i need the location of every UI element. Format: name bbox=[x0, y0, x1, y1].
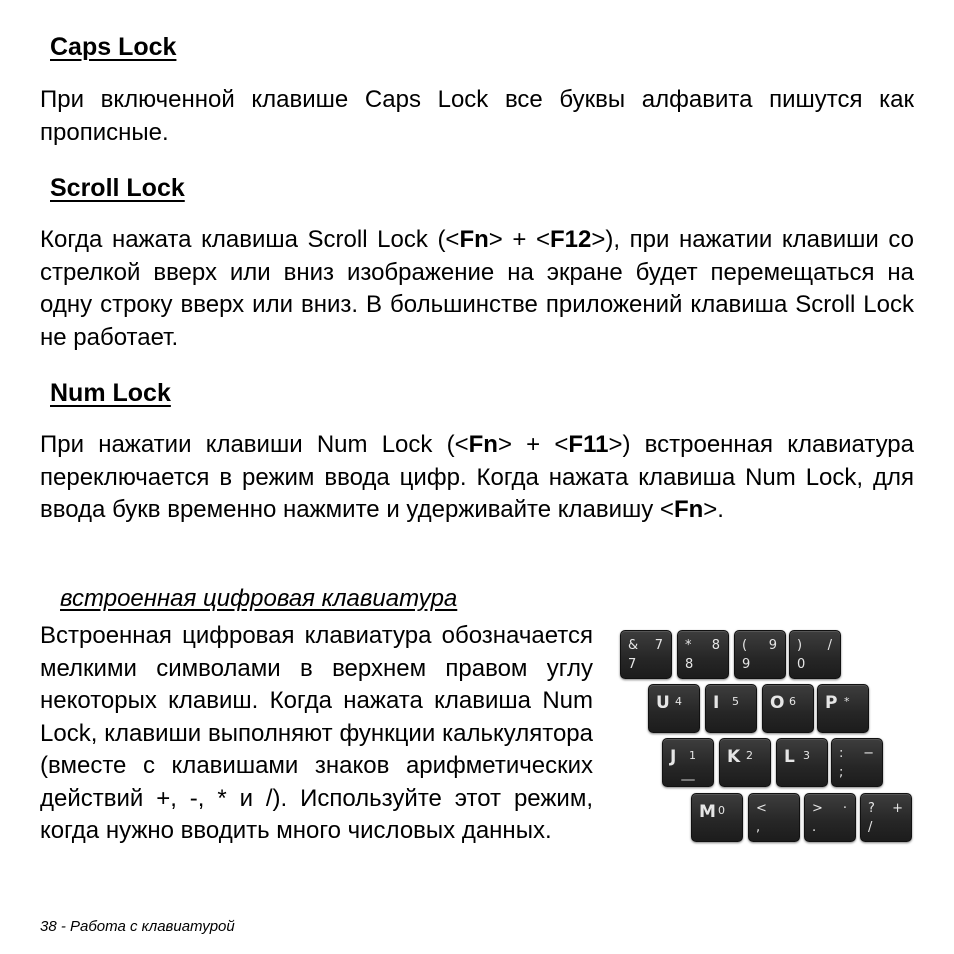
key-7: & 7 7 bbox=[620, 630, 672, 679]
key-8: * 8 8 bbox=[677, 630, 729, 679]
key-0: ) / 0 bbox=[789, 630, 841, 679]
scroll-lock-heading: Scroll Lock bbox=[50, 174, 185, 202]
num-lock-heading: Num Lock bbox=[50, 379, 171, 407]
key-i: I 5 bbox=[705, 684, 757, 733]
keypad-illustration bbox=[618, 628, 918, 843]
key-9: ( 9 9 bbox=[734, 630, 786, 679]
scroll-lock-paragraph: Когда нажата клавиша Scroll Lock (<Fn> + <F12>), при нажатии клавиши со стрелкой вверх или вниз изображение на экране будет перемещаться на одну строку вверх или вниз. В большинстве приложений клавиша Scroll Lock не работает. bbox=[40, 226, 914, 351]
key-k: K 2 bbox=[719, 738, 771, 787]
key-p: P * bbox=[817, 684, 869, 733]
caps-lock-paragraph: При включенной клавише Caps Lock все буквы алфавита пишутся как прописные. bbox=[40, 86, 914, 146]
key-comma: < , bbox=[748, 793, 800, 842]
numeric-keypad-subheading: встроенная цифровая клавиатура bbox=[60, 585, 458, 612]
key-m: M 0 bbox=[691, 793, 743, 842]
key-o: O 6 bbox=[762, 684, 814, 733]
page-footer: 38 - Работа с клавиатурой bbox=[40, 918, 235, 935]
key-period: > · . bbox=[804, 793, 856, 842]
num-lock-paragraph: При нажатии клавиши Num Lock (<Fn> + <F11>) встроенная клавиатура переключается в режим ввода цифр. Когда нажата клавиша Num Lock, для ввода букв временно нажмите и удерживайте клавишу <Fn>. bbox=[40, 431, 915, 523]
key-u: U 4 bbox=[648, 684, 700, 733]
key-l: L 3 bbox=[776, 738, 828, 787]
numeric-keypad-paragraph: Встроенная цифровая клавиатура обозначается мелкими символами в верхнем правом углу некоторых клавиш. Когда нажата клавиша Num Lock, клавиши выполняют функции калькулятора (вместе с клавишами знаков арифметических действий +, -, * и /). Используйте этот режим, когда нужно вводить много числовых данных. bbox=[40, 622, 593, 844]
key-j: J 1 bbox=[662, 738, 714, 787]
home-row-bump-icon bbox=[681, 779, 695, 781]
caps-lock-heading: Caps Lock bbox=[50, 33, 177, 61]
key-semicolon: : − ; bbox=[831, 738, 883, 787]
key-slash: ? + / bbox=[860, 793, 912, 842]
